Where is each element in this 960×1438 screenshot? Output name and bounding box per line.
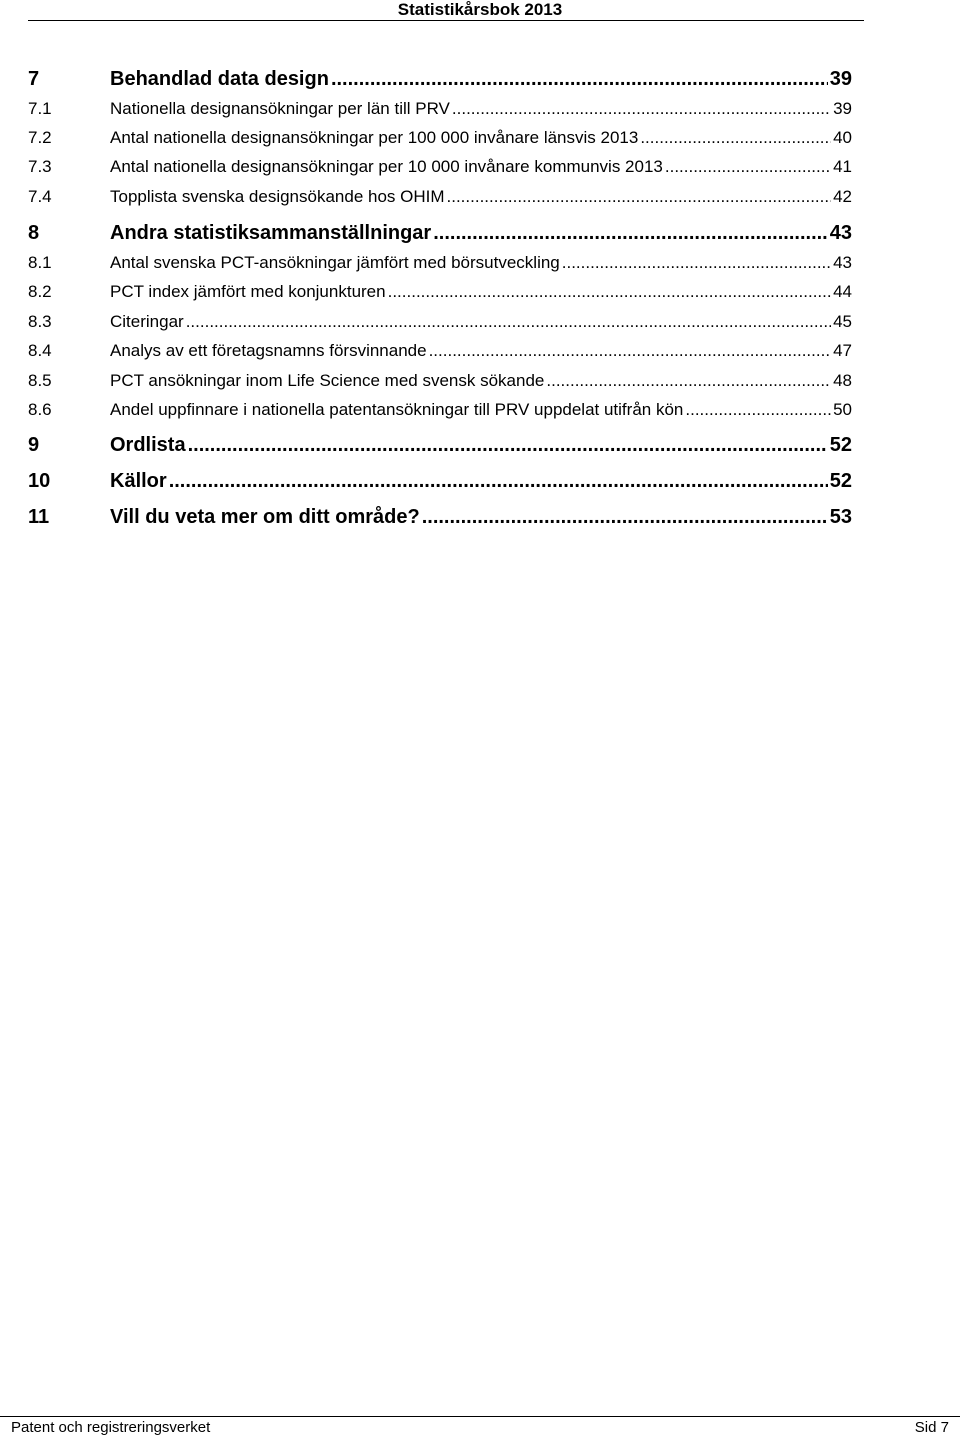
toc-entry[interactable] <box>28 339 852 363</box>
toc-entry[interactable] <box>28 503 852 531</box>
toc-entry-title: Vill du veta mer om ditt område? <box>110 506 420 528</box>
toc-dot-leader <box>640 126 831 150</box>
toc-entry-number: 7.2 <box>28 128 52 147</box>
page-header <box>0 0 960 22</box>
toc-entry-number: 8.5 <box>28 371 52 390</box>
toc-dot-leader <box>422 503 828 531</box>
toc-dot-leader <box>331 65 828 93</box>
toc-entry-page: 44 <box>833 282 852 301</box>
toc-entry-page: 43 <box>829 222 852 244</box>
toc-entry-number: 7.3 <box>28 157 52 176</box>
toc-entry-number: 8.6 <box>28 400 52 419</box>
toc-entry-title: Andra statistiksammanställningar <box>110 222 432 244</box>
toc-dot-leader <box>546 369 831 393</box>
toc-entry-page: 45 <box>833 312 852 331</box>
toc-entry-title: Antal nationella designansökningar per 100 000 invånare länsvis 2013 <box>110 128 639 147</box>
toc-dot-leader <box>685 398 831 422</box>
toc-entry-page: 53 <box>829 506 852 528</box>
header-title: Statistikårsbok 2013 <box>397 0 563 19</box>
toc-entry-number: 9 <box>28 434 40 456</box>
toc-entry-title: Topplista svenska designsökande hos OHIM <box>110 187 445 206</box>
toc-entry[interactable] <box>28 185 852 209</box>
toc-dot-leader <box>388 280 831 304</box>
toc-entry-page: 42 <box>833 187 852 206</box>
toc-entry-title: Källor <box>110 470 167 492</box>
toc-dot-leader <box>186 310 831 334</box>
toc-entry-number: 7 <box>28 68 40 90</box>
toc-entry-title: Antal nationella designansökningar per 10 000 invånare kommunvis 2013 <box>110 157 663 176</box>
toc-entry-number: 10 <box>28 470 51 492</box>
toc-dot-leader <box>433 219 828 247</box>
toc-entry-title: PCT ansökningar inom Life Science med svensk sökande <box>110 371 545 390</box>
toc-entry-page: 52 <box>829 434 852 456</box>
toc-entry[interactable] <box>28 467 852 495</box>
toc-entry[interactable] <box>28 251 852 275</box>
toc-entry[interactable] <box>28 280 852 304</box>
toc-dot-leader <box>447 185 832 209</box>
toc-entry-number: 8.3 <box>28 312 52 331</box>
toc-entry-title: Behandlad data design <box>110 68 329 90</box>
toc-entry-page: 52 <box>829 470 852 492</box>
toc-entry-number: 7.1 <box>28 99 52 118</box>
toc-entry[interactable] <box>28 126 852 150</box>
toc-entry-page: 40 <box>833 128 852 147</box>
toc-entry[interactable] <box>28 97 852 121</box>
toc-entry-page: 39 <box>829 68 852 90</box>
toc-entry-page: 43 <box>833 253 852 272</box>
toc-entry-number: 8.2 <box>28 282 52 301</box>
toc-dot-leader <box>562 251 831 275</box>
toc-entry[interactable] <box>28 431 852 459</box>
toc-dot-leader <box>665 155 831 179</box>
toc-entry-page: 39 <box>833 99 852 118</box>
toc-entry-title: Analys av ett företagsnamns försvinnande <box>110 341 427 360</box>
toc-entry-number: 7.4 <box>28 187 52 206</box>
toc-dot-leader <box>429 339 832 363</box>
footer-page-number: Sid 7 <box>914 1419 949 1436</box>
toc-entry-number: 8.4 <box>28 341 52 360</box>
toc-entry[interactable] <box>28 219 852 247</box>
toc-entry[interactable] <box>28 310 852 334</box>
toc-entry-title: PCT index jämfört med konjunkturen <box>110 282 386 301</box>
toc-entry-title: Ordlista <box>110 434 186 456</box>
toc-entry-page: 50 <box>833 400 852 419</box>
toc-entry-title: Nationella designansökningar per län till PRV <box>110 99 450 118</box>
toc-dot-leader <box>452 97 831 121</box>
toc-entry[interactable] <box>28 65 852 93</box>
toc-entry[interactable] <box>28 155 852 179</box>
header-divider <box>28 20 864 21</box>
toc-entry-page: 48 <box>833 371 852 390</box>
toc-entry[interactable] <box>28 398 852 422</box>
toc-entry-title: Citeringar <box>110 312 184 331</box>
toc-entry-number: 11 <box>28 506 50 528</box>
page-footer <box>0 1400 960 1438</box>
toc-entry-page: 47 <box>833 341 852 360</box>
toc-dot-leader <box>188 431 828 459</box>
footer-divider <box>0 1416 960 1417</box>
toc-entry-title: Andel uppfinnare i nationella patentansökningar till PRV uppdelat utifrån kön <box>110 400 684 419</box>
toc-entry[interactable] <box>28 369 852 393</box>
toc-entry-title: Antal svenska PCT-ansökningar jämfört med börsutveckling <box>110 253 560 272</box>
footer-organization: Patent och registreringsverket <box>11 1419 211 1436</box>
toc-dot-leader <box>169 467 828 495</box>
toc-entry-number: 8.1 <box>28 253 52 272</box>
toc-entry-page: 41 <box>833 157 852 176</box>
toc-entry-number: 8 <box>28 222 40 244</box>
